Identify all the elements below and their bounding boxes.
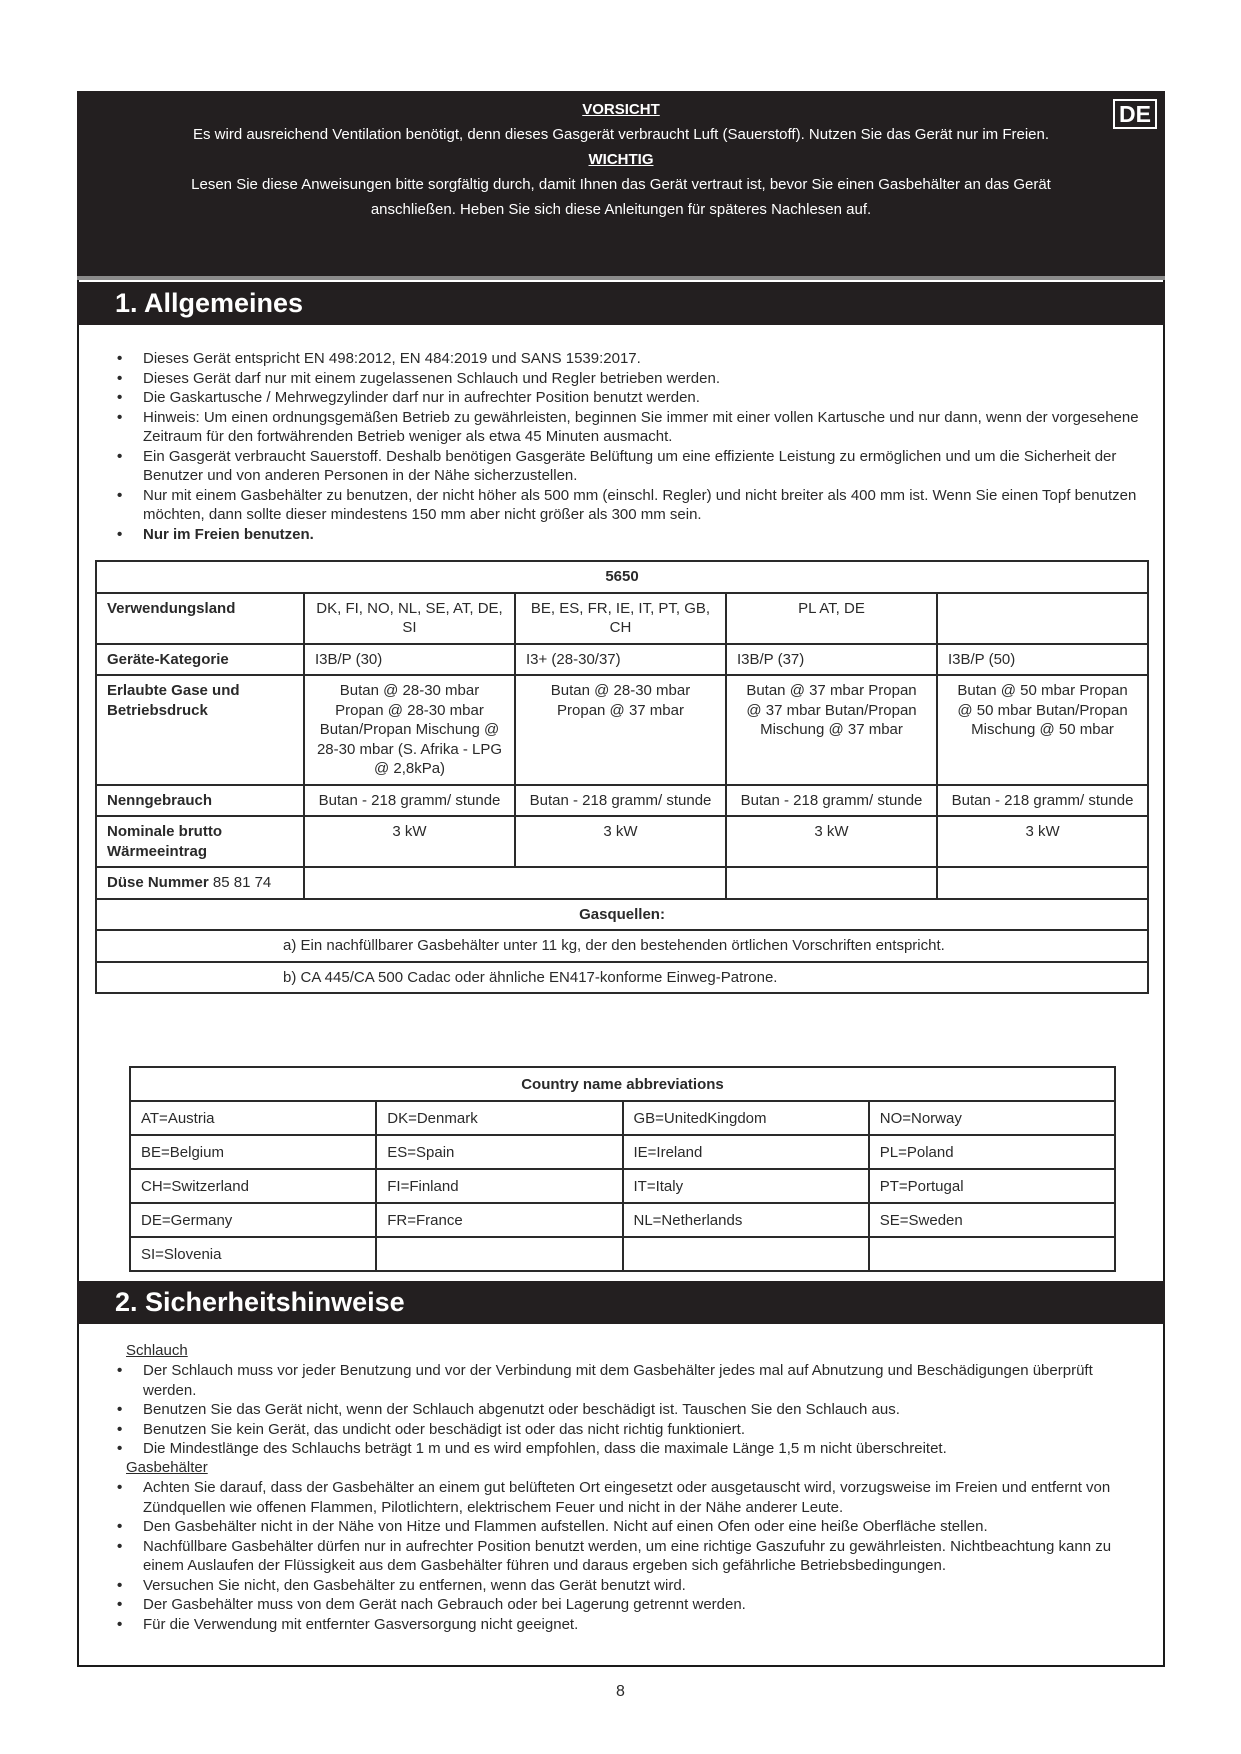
gases-label: Erlaubte Gase und Betriebsdruck	[96, 675, 304, 785]
table-row	[96, 867, 1148, 899]
list-item: • Nachfüllbare Gasbehälter dürfen nur in aufrechter Position benutzt werden, um eine richtige Gaszufuhr zu gewährleisten. Nichtbeachtung kann zu einem Auslaufen der Flüssigkeit aus dem Gasbehälter führen und daraus ergeben sich gefährliche Betriebsbedingungen.	[117, 1537, 1147, 1576]
table-cell: Butan - 218 gramm/ stunde	[515, 785, 726, 817]
caution-text: Es wird ausreichend Ventilation benötigt, denn dieses Gasgerät verbraucht Luft (Sauerstoff). Nutzen Sie das Gerät nur im Freien.	[192, 126, 1050, 143]
table-cell: IE=Ireland	[623, 1135, 869, 1169]
section-1-title: 1. Allgemeines	[77, 282, 1165, 325]
hose-bullets	[117, 1361, 1147, 1459]
table-cell	[937, 867, 1148, 899]
section-2-title: 2. Sicherheitshinweise	[77, 1281, 1165, 1324]
container-heading: Gasbehälter	[126, 1459, 208, 1476]
warning-box	[77, 91, 1165, 276]
list-item: • Nur mit einem Gasbehälter zu benutzen, der nicht höher als 500 mm (einschl. Regler) und nicht breiter als 400 mm ist. Wenn Sie einen Topf benutzen möchten, dann sollte dieser mindestens 150 mm aber nicht größer als 300 mm sein.	[117, 486, 1147, 525]
list-item: • Die Gaskartusche / Mehrwegzylinder darf nur in aufrechter Position benutzt werden.	[117, 388, 1147, 408]
section-1-bullets	[117, 349, 1147, 544]
table-cell: IT=Italy	[623, 1169, 869, 1203]
table-cell: 3 kW	[515, 816, 726, 867]
table-cell: ES=Spain	[376, 1135, 622, 1169]
abbreviations-table	[129, 1066, 1116, 1272]
section-divider	[77, 276, 1165, 280]
sources-label: Gasquellen:	[96, 899, 1148, 931]
list-item: • Nur im Freien benutzen.	[117, 525, 1147, 545]
table-cell: AT=Austria	[130, 1101, 376, 1135]
source-b: b) CA 445/CA 500 Cadac oder ähnliche EN417-konforme Einweg-Patrone.	[96, 962, 1148, 994]
table-cell: FI=Finland	[376, 1169, 622, 1203]
list-item: • Der Gasbehälter muss von dem Gerät nach Gebrauch oder bei Lagerung getrennt werden.	[117, 1595, 1147, 1615]
nozzle-number: 85 81 74	[212, 874, 272, 891]
nozzle-label: Düse Nummer	[107, 874, 209, 891]
table-row	[130, 1101, 1115, 1135]
table-cell	[304, 867, 726, 899]
table-cell: Butan - 218 gramm/ stunde	[937, 785, 1148, 817]
list-item: • Versuchen Sie nicht, den Gasbehälter zu entfernen, wenn das Gerät benutzt wird.	[117, 1576, 1147, 1596]
table-cell: PL AT, DE	[726, 593, 937, 644]
table-cell	[869, 1237, 1115, 1271]
table-row	[96, 962, 1148, 994]
list-item: • Für die Verwendung mit entfernter Gasversorgung nicht geeignet.	[117, 1615, 1147, 1635]
table-cell: NL=Netherlands	[623, 1203, 869, 1237]
table-cell: PL=Poland	[869, 1135, 1115, 1169]
table-row	[96, 644, 1148, 676]
source-a: a) Ein nachfüllbarer Gasbehälter unter 11 kg, der den bestehenden örtlichen Vorschriften entspricht.	[96, 930, 1148, 962]
table-cell	[623, 1237, 869, 1271]
table-cell: BE=Belgium	[130, 1135, 376, 1169]
category-label: Geräte-Kategorie	[96, 644, 304, 676]
table-row	[130, 1169, 1115, 1203]
container-bullets	[117, 1478, 1147, 1634]
table-cell: DE=Germany	[130, 1203, 376, 1237]
table-row	[130, 1237, 1115, 1271]
important-text-1: Lesen Sie diese Anweisungen bitte sorgfältig durch, damit Ihnen das Gerät vertraut ist, bevor Sie einen Gasbehälter an das Gerät	[191, 176, 1051, 193]
list-item: • Der Schlauch muss vor jeder Benutzung und vor der Verbindung mit dem Gasbehälter jedes mal auf Abnutzung und Beschädigungen überprüft werden.	[117, 1361, 1147, 1400]
table-row	[96, 561, 1148, 593]
table-cell: BE, ES, FR, IE, IT, PT, GB, CH	[515, 593, 726, 644]
table-cell: Butan @ 37 mbar Propan @ 37 mbar Butan/Propan Mischung @ 37 mbar	[726, 675, 937, 785]
table-row	[130, 1067, 1115, 1101]
table-cell: 3 kW	[726, 816, 937, 867]
table-cell: Butan @ 28-30 mbar Propan @ 37 mbar	[515, 675, 726, 785]
list-item: • Die Mindestlänge des Schlauchs beträgt 1 m und es wird empfohlen, dass die maximale Länge 1,5 m nicht überschreitet.	[117, 1439, 1147, 1459]
table-cell: 3 kW	[937, 816, 1148, 867]
table-cell: Butan @ 50 mbar Propan @ 50 mbar Butan/Propan Mischung @ 50 mbar	[937, 675, 1148, 785]
table-cell: CH=Switzerland	[130, 1169, 376, 1203]
table-cell: DK, FI, NO, NL, SE, AT, DE, SI	[304, 593, 515, 644]
table-cell: Butan @ 28-30 mbar Propan @ 28-30 mbar Butan/Propan Mischung @ 28-30 mbar (S. Afrika - LPG @ 2,8kPa)	[304, 675, 515, 785]
table-cell: I3B/P (30)	[304, 644, 515, 676]
list-item: • Benutzen Sie das Gerät nicht, wenn der Schlauch abgenutzt oder beschädigt ist. Tauschen Sie den Schlauch aus.	[117, 1400, 1147, 1420]
table-cell: Butan - 218 gramm/ stunde	[726, 785, 937, 817]
table-cell: Butan - 218 gramm/ stunde	[304, 785, 515, 817]
table-cell: SE=Sweden	[869, 1203, 1115, 1237]
table-row	[96, 675, 1148, 785]
nozzle-cell	[96, 867, 304, 899]
list-item: • Achten Sie darauf, dass der Gasbehälter an einem gut belüfteten Ort eingesetzt oder ausgetauscht wird, vorzugsweise im Freien und entfernt von Zündquellen wie offenen Flammen, Pilotlichtern, elektrischem Feuer und nicht in der Nähe anderer Leute.	[117, 1478, 1147, 1517]
table-row	[96, 593, 1148, 644]
table-cell	[937, 593, 1148, 644]
table-row	[96, 930, 1148, 962]
table-cell: 3 kW	[304, 816, 515, 867]
table-cell: DK=Denmark	[376, 1101, 622, 1135]
important-heading: WICHTIG	[588, 151, 654, 168]
table-cell: I3+ (28-30/37)	[515, 644, 726, 676]
caution-heading: VORSICHT	[582, 101, 660, 118]
country-label: Verwendungsland	[96, 593, 304, 644]
table-row	[130, 1203, 1115, 1237]
table-cell: I3B/P (37)	[726, 644, 937, 676]
table-cell: FR=France	[376, 1203, 622, 1237]
list-item: • Ein Gasgerät verbraucht Sauerstoff. Deshalb benötigen Gasgeräte Belüftung um eine effiziente Leistung zu ermöglichen und um die Sicherheit der Benutzer und von anderen Personen in der Nähe sicherzustellen.	[117, 447, 1147, 486]
model-number: 5650	[96, 561, 1148, 593]
abbreviations-title: Country name abbreviations	[130, 1067, 1115, 1101]
consumption-label: Nenngebrauch	[96, 785, 304, 817]
table-cell: GB=UnitedKingdom	[623, 1101, 869, 1135]
list-item: • Benutzen Sie kein Gerät, das undicht oder beschädigt ist oder das nicht richtig funktioniert.	[117, 1420, 1147, 1440]
table-cell: SI=Slovenia	[130, 1237, 376, 1271]
list-item: • Dieses Gerät entspricht EN 498:2012, EN 484:2019 und SANS 1539:2017.	[117, 349, 1147, 369]
table-row	[96, 816, 1148, 867]
table-cell: I3B/P (50)	[937, 644, 1148, 676]
table-row	[96, 785, 1148, 817]
hose-heading: Schlauch	[126, 1342, 188, 1359]
table-row	[96, 899, 1148, 931]
spec-table	[95, 560, 1149, 994]
list-item: • Hinweis: Um einen ordnungsgemäßen Betrieb zu gewährleisten, beginnen Sie immer mit einer vollen Kartusche und nur dann, wenn der vorgesehene Zeitraum für den fortwährenden Betrieb weniger als etwa 45 Minuten ausmacht.	[117, 408, 1147, 447]
heat-label: Nominale brutto Wärmeeintrag	[96, 816, 304, 867]
table-cell: PT=Portugal	[869, 1169, 1115, 1203]
table-row	[130, 1135, 1115, 1169]
table-cell: NO=Norway	[869, 1101, 1115, 1135]
important-text-2: anschließen. Heben Sie sich diese Anleitungen für späteres Nachlesen auf.	[370, 201, 872, 218]
page-number: 8	[616, 1683, 625, 1700]
list-item: • Den Gasbehälter nicht in der Nähe von Hitze und Flammen aufstellen. Nicht auf einen Ofen oder eine heiße Oberfläche stellen.	[117, 1517, 1147, 1537]
language-badge: DE	[1113, 99, 1157, 129]
list-item: • Dieses Gerät darf nur mit einem zugelassenen Schlauch und Regler betrieben werden.	[117, 369, 1147, 389]
table-cell	[726, 867, 937, 899]
table-cell	[376, 1237, 622, 1271]
